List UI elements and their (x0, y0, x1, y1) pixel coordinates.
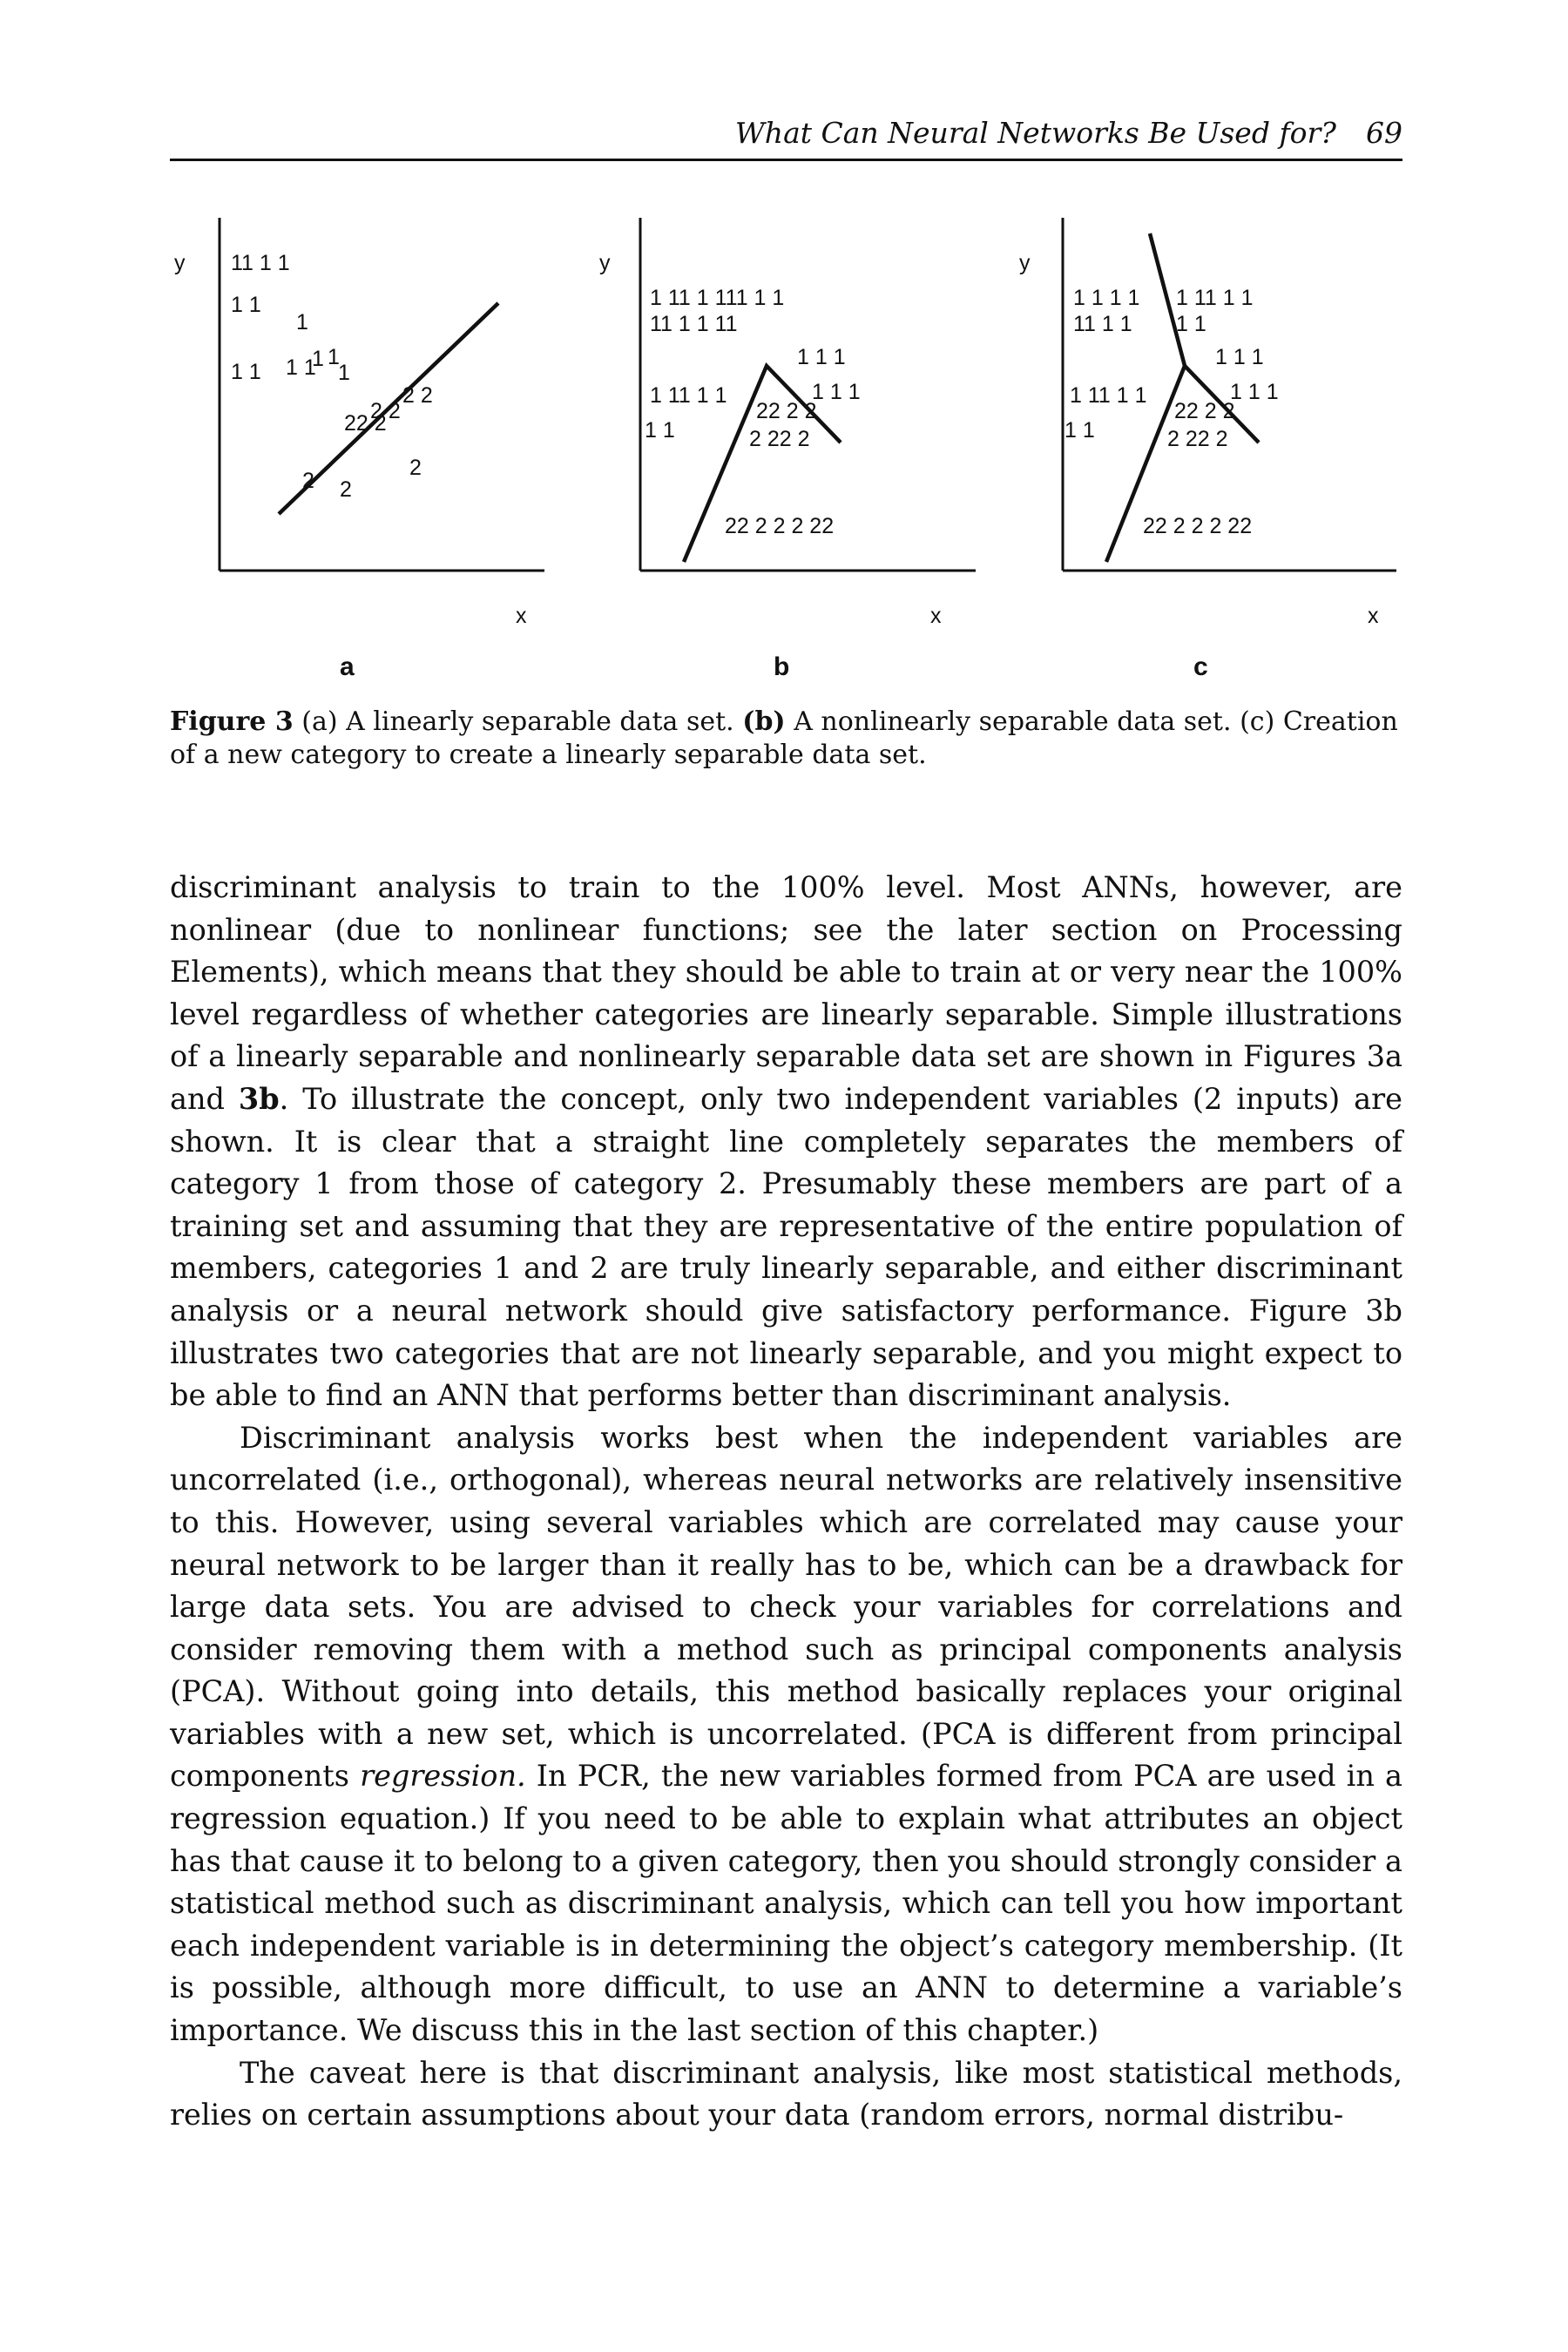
panel-c-row: 1 1 1 1 (1073, 286, 1140, 310)
panel-a-letter: a (340, 652, 355, 681)
caption-part-a: (a) A linearly separable data set. (301, 706, 734, 737)
panel-a-row: 2 (302, 469, 314, 493)
page-number: 69 (1366, 116, 1402, 150)
panel-b-row: 22 2 2 (756, 399, 817, 423)
paragraph-2-text-cont: In PCR, the new variables formed from PCA are used in a regression equation.) If you need to be able to explain what attributes an object has that cause it to belong to a given category, then you should strongly consider a statistical method such as discriminant analysis, which can tell you how important each independent variable is in determining the object’s category membership. (It is possible, although more difficult, to use an ANN to determine a variable’s importance. We discuss this in the last section of this chapter.) (170, 1759, 1403, 2048)
paragraph-1-text-cont: . To illustrate the concept, only two independent variables (2 inputs) are shown. It is clear that a straight line completely separates the members of category 1 from those of category 2. Presumably these members are part of a training set and assuming that they are representative of the entire population of members, categories 1 and 2 are truly linearly separable, and either discriminant analysis or a neural network should give satisfactory performance. Figure 3b illustrates two categories that are not linearly separable, and you might expect to be able to find an ANN that performs better than discriminant analysis. (170, 1081, 1402, 1413)
figure-3 (157, 209, 1411, 697)
paragraph-1 (170, 867, 1402, 1417)
panel-a-row: 2 2 (402, 383, 433, 408)
panel-a-row: 2 (340, 477, 352, 502)
caption-part-b-letter: (b) (742, 706, 786, 737)
paragraph-2-text: Discriminant analysis works best when the independent variables are uncorrelated (i.e., orthogonal), whereas neural networks are relatively insensitive to this. However, using several variables which are correlated may cause your neural network to be larger than it really has to be, which can be a drawback for large data sets. You are advised to check your variables for correlations and consider removing them with a method such as principal components analysis (PCA). Without going into details, this method basically replaces your original variables with a new set, which is uncorrelated. (PCA is different from principal components (170, 1420, 1402, 1794)
panel-c-row: 22 2 2 2 22 (1143, 514, 1253, 538)
panel-b-row: 1 1 1 (797, 345, 846, 369)
panel-a-row: 1 (312, 347, 324, 371)
caption-part-b: A nonlinearly separable data set. (794, 706, 1232, 737)
panel-a-row: 1 1 (286, 355, 316, 380)
figure-caption (170, 706, 1398, 772)
panel-a-row: 2 2 (370, 399, 401, 423)
running-header (170, 112, 1402, 161)
panel-a (174, 218, 544, 681)
panel-a-x-label: x (516, 604, 527, 628)
panel-a-row: 1 (296, 310, 308, 335)
panel-b-x-label: x (930, 604, 942, 628)
panel-c-row: 1 11 1 1 (1070, 383, 1147, 408)
panel-c-row: 22 2 2 (1174, 399, 1235, 423)
panel-b-row: 1 1 (645, 418, 675, 443)
panel-a-row: 1 1 (231, 360, 261, 384)
panel-c-row: 1 1 1 (1230, 380, 1279, 404)
panel-b-letter: b (774, 652, 790, 681)
panel-b (599, 218, 976, 681)
panel-b-row: 11 1 1 11 (650, 312, 738, 336)
panel-a-row: 2 (409, 456, 422, 480)
panel-c-letter: c (1193, 652, 1208, 681)
running-header-title: What Can Neural Networks Be Used for? (734, 116, 1336, 150)
panel-c-row: 2 22 2 (1167, 427, 1228, 451)
paragraph-2 (170, 1417, 1402, 2052)
panel-c (1019, 218, 1396, 681)
paragraph-1-text: discriminant analysis to train to the 100% level. Most ANNs, however, are nonlinear (due to nonlinear functions; see the later section on Processing Elements), which means that they should be able to train at or very near the 100% level regardless of whether categories are linearly separable. Simple illustrations of a linearly separable and nonlinearly separable data set are shown in Figures 3a and (170, 870, 1402, 1116)
panel-a-row: 1 1 (231, 293, 261, 317)
caption-label: Figure 3 (170, 706, 294, 737)
panel-a-row: 1 (338, 361, 350, 385)
panel-b-row: 1 1 1 (812, 380, 861, 404)
panel-c-y-label: y (1019, 251, 1031, 275)
body-text (170, 867, 1402, 2137)
panel-c-x-label: x (1368, 604, 1379, 628)
panel-c-row: 1 1 1 (1215, 345, 1264, 369)
figure-3b-reference: 3b (238, 1081, 280, 1116)
figure-3-panels (157, 209, 1411, 697)
paragraph-3: The caveat here is that discriminant analysis, like most statistical methods, relies on certain assumptions about your data (random errors, normal distribu- (170, 2055, 1402, 2132)
panel-c-row: 1 11 1 1 (1176, 286, 1254, 310)
panel-b-y-label: y (599, 251, 611, 275)
panel-a-row: 22 2 (344, 411, 387, 436)
panel-a-row: 1 (328, 345, 340, 369)
panel-b-row: 2 22 2 (749, 427, 810, 451)
panel-c-row: 11 1 1 (1073, 312, 1132, 336)
caption-part-c: (c) Creation of a new category to create a linearly separable data set. (170, 706, 1398, 770)
panel-b-row: 22 2 2 2 22 (725, 514, 835, 538)
panel-c-row: 1 1 (1064, 418, 1095, 443)
panel-b-row: 1 11 1 1 (650, 383, 727, 408)
panel-b-row: 1 11 1 111 1 1 (650, 286, 785, 310)
panel-a-y-label: y (174, 251, 186, 275)
panel-c-row: 1 1 (1176, 312, 1206, 336)
emphasis-regression: regression. (360, 1759, 526, 1794)
panel-a-row: 11 1 1 (231, 251, 290, 275)
